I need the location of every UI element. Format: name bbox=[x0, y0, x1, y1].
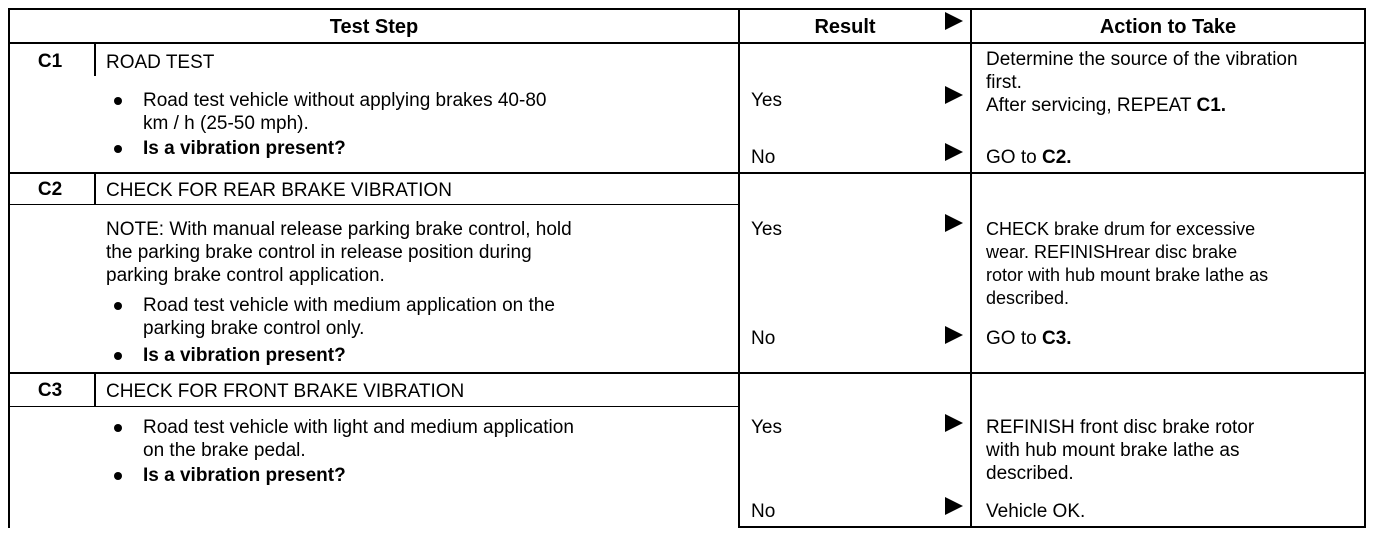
code-col-divider-c3 bbox=[94, 374, 96, 406]
c3-yes-arrow-icon bbox=[945, 414, 963, 432]
c2-bullet-line2: parking brake control only. bbox=[143, 318, 365, 339]
c2-result-yes: Yes bbox=[751, 219, 782, 240]
c2-no-arrow-icon bbox=[945, 326, 963, 344]
c3-yes-action-line2: with hub mount brake lathe as bbox=[986, 440, 1240, 461]
header-bottom-border bbox=[8, 42, 1366, 44]
code-col-divider-c2 bbox=[94, 174, 96, 204]
c2-no-action: GO to C3. bbox=[986, 328, 1072, 349]
title-underline-c2 bbox=[8, 204, 738, 205]
header-action: Action to Take bbox=[1099, 16, 1237, 38]
c3-question: Is a vibration present? bbox=[143, 465, 346, 486]
c1-result-no: No bbox=[751, 147, 776, 168]
table-left-border bbox=[8, 8, 10, 528]
c2-yes-action-line2: wear. REFINISHrear disc brake bbox=[986, 242, 1238, 262]
step-code-c3: C3 bbox=[37, 380, 63, 401]
c1-question: Is a vibration present? bbox=[143, 138, 346, 159]
c2-note-line1: NOTE: With manual release parking brake control, hold bbox=[106, 219, 572, 240]
bullet-icon bbox=[114, 302, 122, 310]
row-divider-c1-c2 bbox=[8, 172, 1366, 174]
c2-yes-action-line3: rotor with hub mount brake lathe as bbox=[986, 265, 1269, 285]
c2-result-no: No bbox=[751, 328, 776, 349]
c3-bullet-line2: on the brake pedal. bbox=[143, 440, 306, 461]
c1-yes-action-line1: Determine the source of the vibration bbox=[986, 49, 1298, 70]
c1-bullet-line1: Road test vehicle without applying brakes 40-80 bbox=[143, 90, 547, 111]
title-underline-c3 bbox=[8, 406, 738, 407]
step-code-c2: C2 bbox=[37, 179, 63, 200]
c3-result-no: No bbox=[751, 501, 776, 522]
c1-no-action: GO to C2. bbox=[986, 147, 1072, 168]
row-divider-c2-c3 bbox=[8, 372, 1366, 374]
header-arrow-icon bbox=[945, 12, 963, 30]
c2-yes-arrow-icon bbox=[945, 214, 963, 232]
bullet-icon bbox=[114, 145, 122, 153]
code-col-divider-c1 bbox=[94, 44, 96, 76]
c1-yes-action-line2: first. bbox=[986, 72, 1022, 93]
c3-bullet-line1: Road test vehicle with light and medium application bbox=[143, 417, 574, 438]
bullet-icon bbox=[114, 472, 122, 480]
c3-result-yes: Yes bbox=[751, 417, 782, 438]
c2-bullet-line1: Road test vehicle with medium application on the bbox=[143, 295, 555, 316]
col-divider-result-action bbox=[970, 8, 972, 528]
step-title-c3: CHECK FOR FRONT BRAKE VIBRATION bbox=[106, 381, 465, 402]
header-result: Result bbox=[814, 16, 876, 38]
step-title-c1: ROAD TEST bbox=[106, 52, 215, 73]
c2-yes-action-line4: described. bbox=[986, 288, 1070, 308]
table-bottom-border bbox=[738, 526, 1366, 528]
col-divider-step-result bbox=[738, 8, 740, 528]
c1-yes-action-line3: After servicing, REPEAT C1. bbox=[986, 95, 1227, 116]
c2-question: Is a vibration present? bbox=[143, 345, 346, 366]
c3-yes-action-line1: REFINISH front disc brake rotor bbox=[986, 417, 1255, 438]
c2-note-line2: the parking brake control in release position during bbox=[106, 242, 532, 263]
bullet-icon bbox=[114, 424, 122, 432]
c2-note-line3: parking brake control application. bbox=[106, 265, 385, 286]
c1-result-yes: Yes bbox=[751, 90, 782, 111]
c3-no-action: Vehicle OK. bbox=[986, 501, 1086, 522]
c1-no-arrow-icon bbox=[945, 143, 963, 161]
c1-yes-arrow-icon bbox=[945, 86, 963, 104]
c3-no-arrow-icon bbox=[945, 497, 963, 515]
bullet-icon bbox=[114, 97, 122, 105]
table-right-border bbox=[1364, 8, 1366, 528]
step-title-c2: CHECK FOR REAR BRAKE VIBRATION bbox=[106, 180, 452, 201]
table-top-border bbox=[8, 8, 1366, 10]
header-test-step: Test Step bbox=[329, 16, 419, 38]
c3-yes-action-line3: described. bbox=[986, 463, 1074, 484]
c1-bullet-line2: km / h (25-50 mph). bbox=[143, 113, 309, 134]
c2-yes-action-line1: CHECK brake drum for excessive bbox=[986, 219, 1256, 239]
step-code-c1: C1 bbox=[37, 51, 63, 72]
bullet-icon bbox=[114, 352, 122, 360]
